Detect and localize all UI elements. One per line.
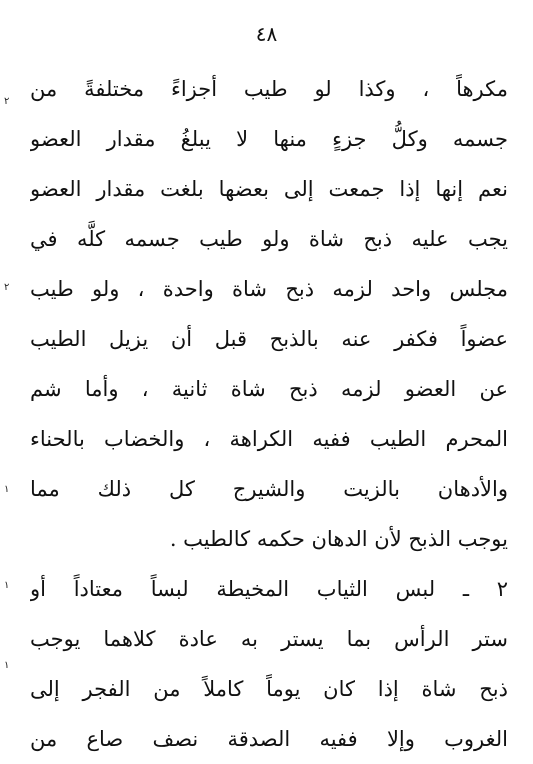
text-line: المحرم الطيب ففيه الكراهة ، والخضاب بالحناء [30,427,508,451]
margin-mark: ١ [4,580,10,591]
margin-mark: ٢ [4,96,10,107]
margin-mark: ١ [4,660,10,671]
text-line: ٢ ـ لبس الثياب المخيطة لبساً معتاداً أو [30,577,508,601]
text-line: عضواً فكفر عنه بالذبح قبل أن يزيل الطيب [30,327,508,351]
page-number: ٤٨ [255,22,278,46]
text-line: ستر الرأس بما يستر به عادة كلاهما يوجب [30,627,508,651]
text-line: يوجب الذبح لأن الدهان حكمه كالطيب . [169,527,508,551]
text-line: والأدهان بالزيت والشيرج كل ذلك مما [30,477,508,501]
text-line: مجلس واحد لزمه ذبح شاة واحدة ، ولو طيب [30,277,508,301]
text-line: ذبح شاة إذا كان يوماً كاملاً من الفجر إلى [30,677,508,701]
text-line: نعم إنها إذا جمعت إلى بعضها بلغت مقدار العضو [30,177,508,201]
text-line: مكرهاً ، وكذا لو طيب أجزاءً مختلفةً من [30,77,508,101]
body-text [30,64,508,764]
text-line: يجب عليه ذبح شاة ولو طيب جسمه كلَّه في [30,227,508,251]
text-line: الغروب وإلا ففيه الصدقة نصف صاع من [30,727,508,751]
margin-mark: ١ [4,484,10,495]
margin-mark: ٢ [4,282,10,293]
text-line: جسمه وكلُّ جزءٍ منها لا يبلغُ مقدار العضو [30,127,508,151]
text-line: عن العضو لزمه ذبح شاة ثانية ، وأما شم [30,377,508,401]
